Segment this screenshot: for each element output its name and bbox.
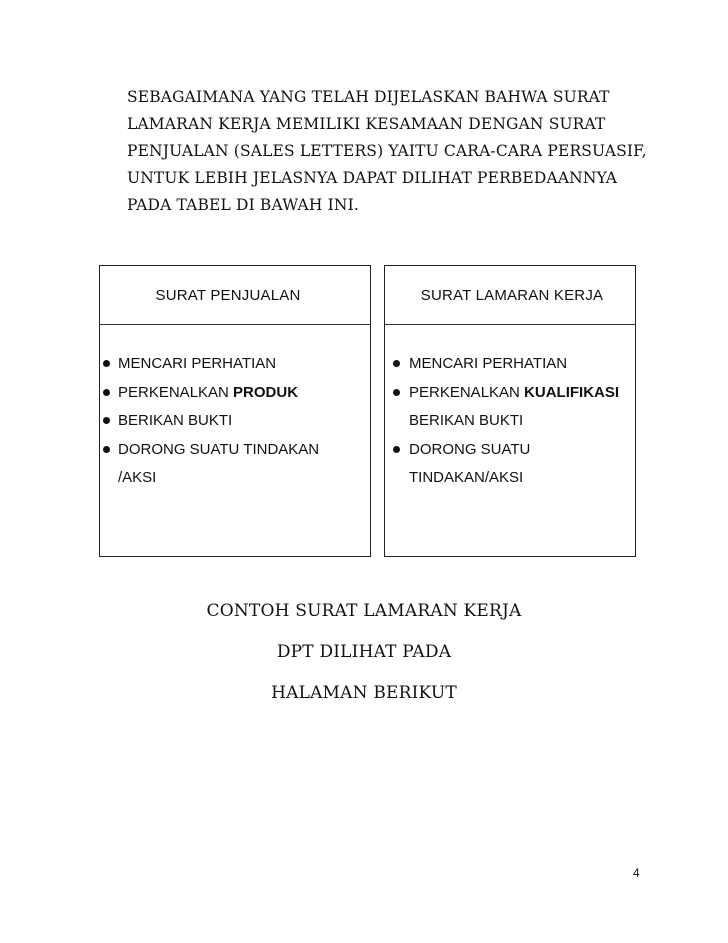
list-item (100, 436, 370, 493)
job-application-list (385, 325, 635, 493)
page-number: 4 (633, 866, 640, 880)
bullet-icon (393, 446, 400, 453)
intro-line: LAMARAN KERJA MEMILIKI KESAMAAN DENGAN SURAT (127, 115, 606, 133)
list-item-text: PERKENALKAN (409, 383, 525, 401)
list-item-text: BERIKAN BUKTI (118, 412, 233, 429)
list-item-text: DORONG SUATU (409, 440, 531, 458)
bullet-icon (103, 389, 110, 396)
footer-note (0, 601, 728, 724)
footer-note-line: DPT DILIHAT PADA (276, 642, 452, 662)
sales-letter-heading: SURAT PENJUALAN (100, 266, 370, 325)
list-item (385, 350, 635, 379)
list-item (385, 379, 635, 436)
list-item-bold: PRODUK (233, 383, 299, 401)
bullet-icon (103, 446, 110, 453)
footer-note-line: HALAMAN BERIKUT (271, 683, 457, 703)
intro-line: UNTUK LEBIH JELASNYA DAPAT DILIHAT PERBEDAANNYA (127, 169, 618, 187)
sales-letter-list (100, 325, 370, 493)
intro-line: PADA TABEL DI BAWAH INI. (127, 196, 359, 214)
bullet-icon (103, 360, 110, 367)
sales-letter-box (99, 265, 371, 557)
intro-paragraph (127, 84, 657, 219)
intro-line: PENJUALAN (SALES LETTERS) YAITU CARA-CARA PERSUASIF, (127, 142, 647, 160)
job-application-heading: SURAT LAMARAN KERJA (385, 266, 635, 325)
list-item-text: PERKENALKAN (118, 383, 234, 401)
bullet-icon (393, 389, 400, 396)
bullet-icon (393, 360, 400, 367)
list-item (100, 350, 370, 379)
list-item-text: MENCARI PERHATIAN (118, 355, 277, 372)
list-item (100, 379, 370, 408)
bullet-icon (103, 417, 110, 424)
list-item-text: MENCARI PERHATIAN (409, 355, 568, 372)
list-item (385, 436, 635, 493)
list-item-continuation: BERIKAN BUKTI (409, 412, 524, 429)
intro-line: SEBAGAIMANA YANG TELAH DIJELASKAN BAHWA SURAT (127, 88, 610, 106)
list-item-continuation: /AKSI (118, 469, 157, 486)
job-application-box (384, 265, 636, 557)
list-item-text: DORONG SUATU TINDAKAN (118, 440, 320, 458)
list-item (100, 407, 370, 436)
list-item-continuation: TINDAKAN/AKSI (409, 469, 524, 486)
footer-note-line: CONTOH SURAT LAMARAN KERJA (206, 601, 522, 621)
list-item-bold: KUALIFIKASI (524, 383, 620, 401)
